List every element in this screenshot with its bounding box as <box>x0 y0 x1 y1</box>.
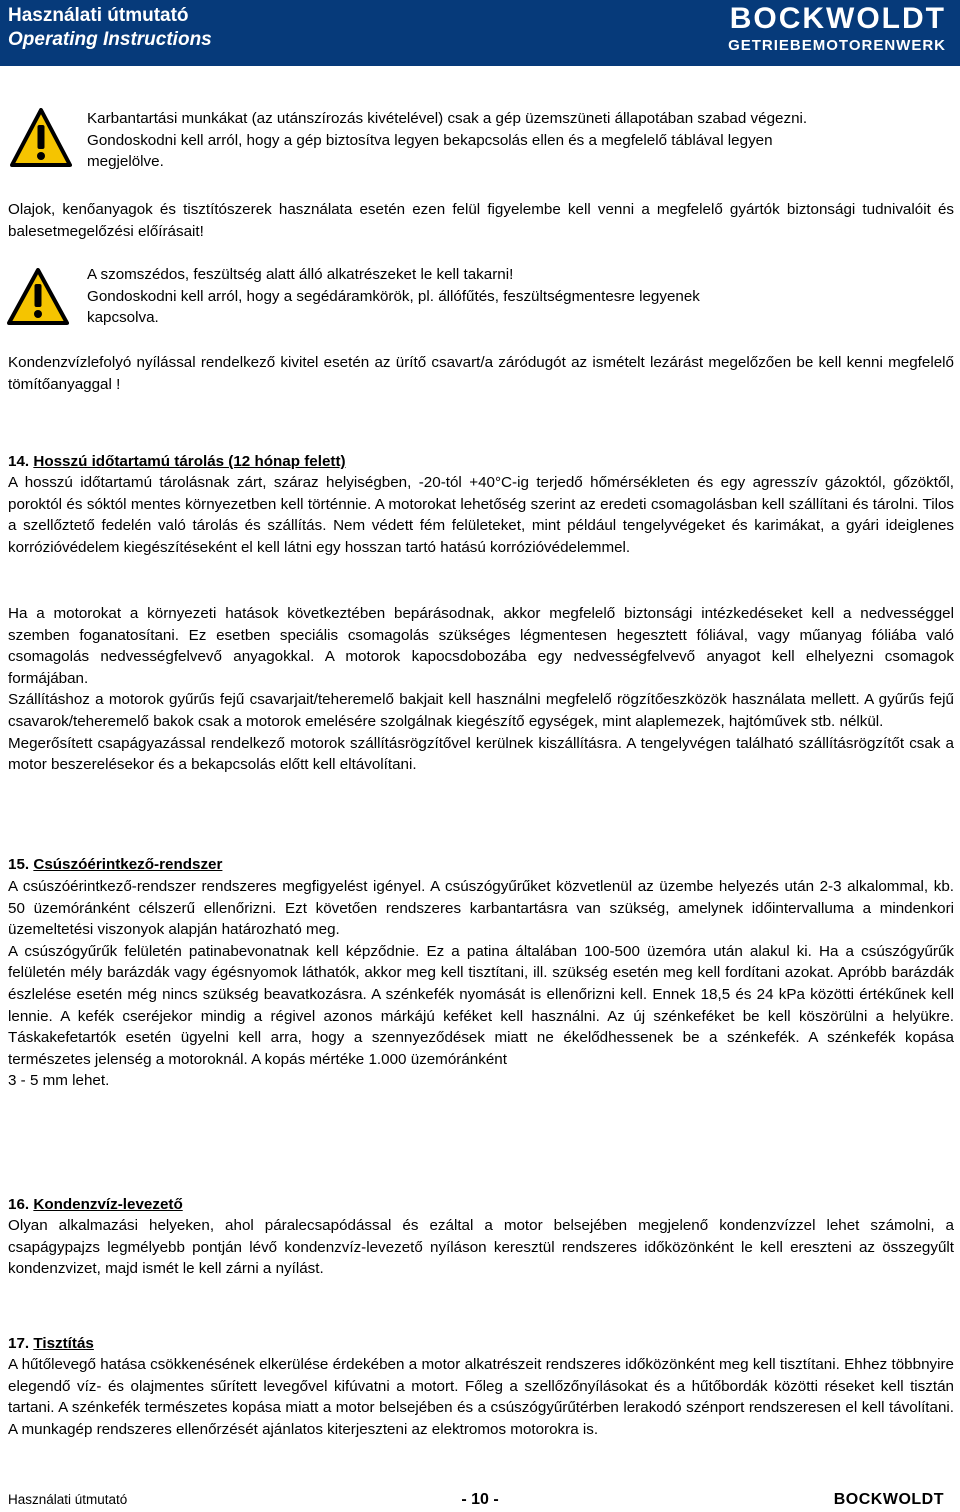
section-15-title: Csúszóérintkező-rendszer <box>33 856 223 873</box>
warning1-line: Karbantartási munkákat (az utánszírozás kivételével) csak a gép üzemszüneti állapotában szabad végezni. <box>87 110 808 127</box>
header-title-en: Operating Instructions <box>8 29 212 50</box>
warning2-line: kapcsolva. <box>87 309 159 327</box>
section-17-paragraph: A hűtőlevegő hatása csökkenésének elkerülése érdekében a motor alkatrészeit rendszeres időközönként meg kell tisztítani. Ehhez többnyire elegendő víz- és olajmentes sűrített levegővel kifúvatni a motort. Főleg a szellőzőnyílásokat és a hűtőbordák közötti réseket kell tisztán tartani. A szénkefék természetes kopása miatt a motor belsejében és a csúszógyűrűtérben lerakodó szénport rendszeresen el kell távolítani. A munkagép rendszeres ellenőrzését ajánlatos kiterjeszteni az elektromos motorokra is. <box>8 1356 954 1438</box>
section-17-number: 17. <box>8 1335 30 1352</box>
section-14-paragraph: Megerősített csapágyazással rendelkező motorok szállításrögzítővel kerülnek kiszállításra. A tengelyvégen található szállításrögzítőt csak a motor beszerelésekor és a bekapcsolás előtt kell eltávolítani. <box>8 734 954 774</box>
warning2-line: A szomszédos, feszültség alatt álló alkatrészeket le kell takarni! <box>87 266 514 283</box>
brand-subtitle: GETRIEBEMOTORENWERK <box>728 37 946 54</box>
section-14-paragraph: Ha a motorokat a környezeti hatások következtében bepárásodnak, akkor megfelelő biztonsági intézkedéseket kell a nedvességgel szemben foganatosítani. Ez esetben speciális csomagolás szükséges légmentesen hegesztett fóliával, vagy műanyag fóliába való csomagolás nedvességfelvevő anyagokkal. A motorok kapocsdobozába egy nedvességfelvevő anyagot kell elhelyezni csomagok formájában. <box>8 605 954 687</box>
section-15-body <box>8 876 954 1092</box>
section-16-paragraph: Olyan alkalmazási helyeken, ahol páralecsapódással és ezáltal a motor belsejében megjelenő kondenzvízzel lehet számolni, a csapágypajzs legmélyebb pontján lévő kondenzvíz-levezető nyíláson keresztül rendszeres időközönként le kell ereszteni az összegyűlt kondenzvizet, majd ismét le kell zárni a nyílást. <box>8 1217 954 1278</box>
section-14-number: 14. <box>8 453 30 470</box>
section-14-paragraph: Szállításhoz a motorok gyűrűs fejű csavarjait/teheremelő bakjait kell használni megfelelő rögzítőeszközök használata mellett. A gyűrűs fejű csavarok/teheremelő bakok csak a motorok emelésére szolgálnak kiegészítő egységek, mint alaplemezek, hajtóművek stb. nélkül. <box>8 691 954 730</box>
warning-triangle-icon <box>10 108 72 168</box>
footer-brand: BOCKWOLDT <box>833 1491 944 1508</box>
footer-doc-title: Használati útmutató <box>8 1492 128 1507</box>
section-16-number: 16. <box>8 1196 30 1213</box>
section-17-body <box>8 1354 954 1440</box>
paragraph-oils: Olajok, kenőanyagok és tisztítószerek használata esetén ezen felül figyelembe kell venni a megfelelő gyártók biztonsági tudnivalóit és balesetmegelőzési előírásait! <box>8 201 954 240</box>
section-17-heading <box>8 1333 94 1355</box>
section-16-title: Kondenzvíz-levezető <box>33 1196 183 1213</box>
section-14-heading <box>8 451 346 473</box>
warning1-line: Gondoskodni kell arról, hogy a gép biztosítva legyen bekapcsolás ellen és a megfelelő táblával legyen <box>87 131 773 149</box>
section-14-body <box>8 472 954 558</box>
paragraph-condensate-outlet: Kondenzvízlefolyó nyílással rendelkező kivitel esetén az ürítő csavart/a záródugót az ismételt lezárást megelőzően be kell kenni megfelelő tömítőanyaggal ! <box>8 354 954 393</box>
warning-live-parts <box>87 264 700 329</box>
warning2-line: Gondoskodni kell arról, hogy a segédáramkörök, pl. állófűtés, feszültségmentesre legyenek <box>87 287 700 305</box>
warning-triangle-icon <box>7 268 69 326</box>
section-14-paragraph: A hosszú időtartamú tárolásnak zárt, száraz helyiségben, -20-tól +40°C-ig terjedő hőmérsékleten és egy agresszív gázoktól, gőzöktől, poroktól és sóktól mentes környezetben kell történnie. A motorokat lehetőség szerint az eredeti csomagolásban kell szállítani és tárolni. Tilos a szellőztető fedelén való tárolás és szállítás. Nem védett fém felületeket, mint például tengelyvégeket és karimákat, a gyári ideiglenes korrózióvédelem kiegészítéseként el kell látni egy hosszan tartó hatású korrózióvédelemmel. <box>8 474 954 556</box>
section-14-body-2 <box>8 603 954 776</box>
section-15-paragraph: 3 - 5 mm lehet. <box>8 1072 110 1090</box>
warning1-line: megjelölve. <box>87 153 164 171</box>
section-17-title: Tisztítás <box>33 1335 94 1352</box>
header-title-hu: Használati útmutató <box>8 5 189 26</box>
warning-maintenance <box>87 108 807 173</box>
section-15-heading <box>8 854 222 876</box>
page-number: - 10 - <box>461 1491 499 1508</box>
section-15-number: 15. <box>8 856 30 873</box>
brand-logo: BOCKWOLDT <box>729 2 946 35</box>
section-15-paragraph: A csúszóérintkező-rendszer rendszeres megfigyelést igényel. A csúszógyűrűket közvetlenül az üzembe helyezés után 2-3 alkalommal, kb. 50 üzemóránként célszerű ellenőrizni. Ezt követően rendszeres karbantartásra van szükség, amelynek időintervalluma a mindenkori üzemeltetési viszonyok alapján határozható meg. <box>8 878 954 939</box>
section-16-body <box>8 1215 954 1280</box>
section-14-title: Hosszú időtartamú tárolás (12 hónap felett) <box>33 453 346 470</box>
section-16-heading <box>8 1194 183 1216</box>
header-band <box>0 0 960 66</box>
section-15-paragraph: A csúszógyűrűk felületén patinabevonatnak kell képződnie. Ez a patina általában 100-500 üzemóra után alakul ki. Ha a csúszógyűrűk felületén mély barázdák vagy égésnyomok láthatók, akkor meg kell tisztítani, ill. szükség esetén meg kell fordítani azokat. Apróbb barázdák észlelése esetén még nincs szükség beavatkozásra. A szénkefék nyomását is ellenőrizni kell. Ennek 18,5 és 24 kPa közötti értékűnek kell lennie. A kefék cseréjekor mindig a régivel azonos márkájú keféket kell használni. Az új szénkeféket be kell köszörülni a helyükre. Táskakefetartók esetén ügyelni kell arra, hogy a szennyeződések miatt ne ékelődhessenek be a szénkefék. A szénkefék kopása természetes jelenség a motoroknál. A kopás mértéke 1.000 üzemóránként <box>8 942 954 1068</box>
